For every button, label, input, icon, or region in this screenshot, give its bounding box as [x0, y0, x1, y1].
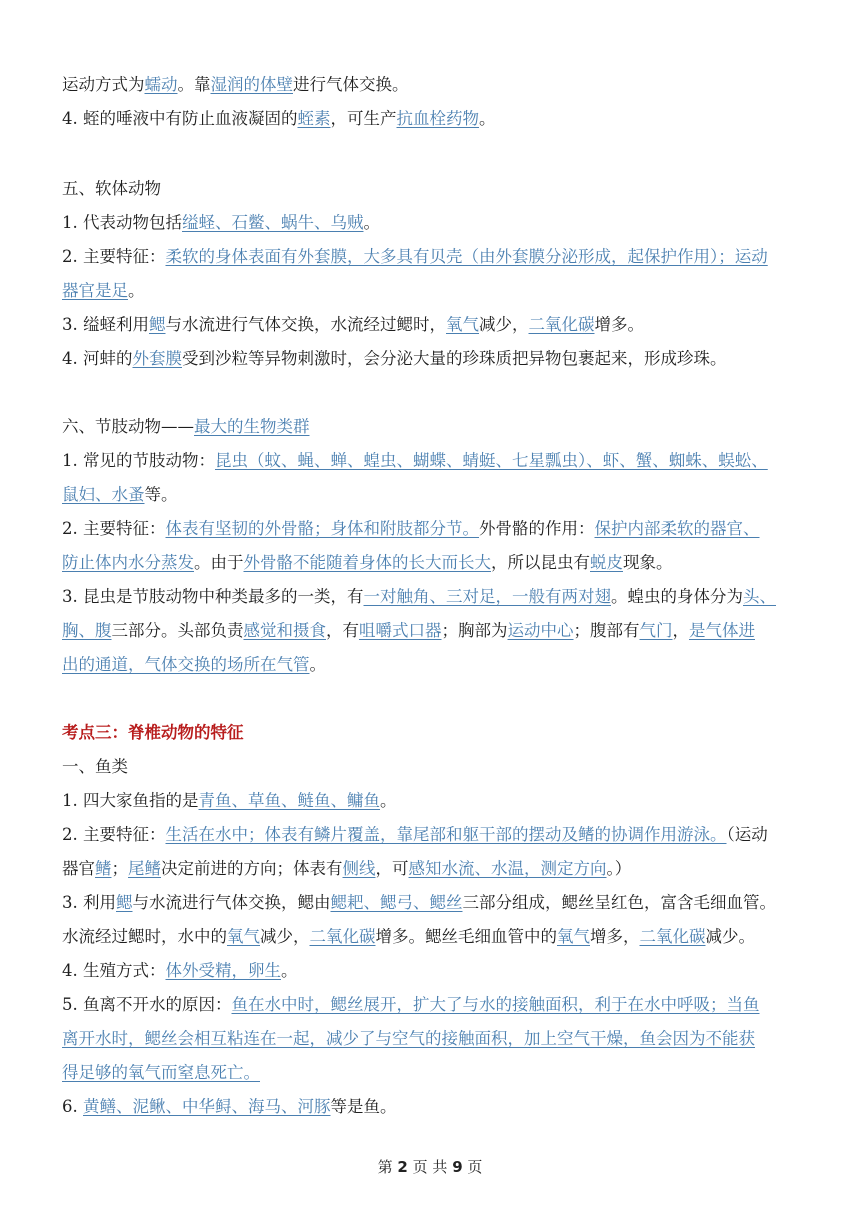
answer-text: 湿润的体壁 [210, 75, 293, 94]
body-text: 1. 代表动物包括 [62, 213, 182, 232]
body-text: 5. 鱼离不开水的原因： [62, 995, 232, 1014]
answer-text: 鱼在水中时，鳃丝展开，扩大了与水的接触面积，利于在水中呼吸；当鱼 [231, 995, 760, 1014]
body-text: 。 [363, 213, 380, 232]
body-text: 3. 昆虫是节肢动物中种类最多的一类，有 [62, 587, 364, 606]
footer-total-word: 共 [432, 1158, 448, 1176]
text-line [62, 620, 802, 642]
text-line [62, 552, 802, 574]
body-text: 水流经过鳃时，水中的 [62, 927, 227, 946]
answer-text: 气门 [639, 621, 673, 640]
body-text: 1. 常见的节肢动物： [62, 451, 215, 470]
text-line [62, 178, 802, 200]
body-text: 。 [479, 109, 496, 128]
text-line [62, 1062, 802, 1084]
text-line [62, 348, 802, 370]
body-text: 增多。 [594, 315, 644, 334]
text-line [62, 212, 802, 234]
body-text: 。） [606, 859, 632, 878]
body-text: 三部分组成，鳃丝呈红色，富含毛细血管。 [462, 893, 776, 912]
text-line [62, 654, 802, 676]
body-text: 6. [62, 1097, 83, 1116]
answer-text: 头、 [743, 587, 776, 606]
body-text: 。 [380, 791, 397, 810]
body-text: ；腹部有 [573, 621, 640, 640]
text-line [62, 450, 802, 472]
body-text: 。 [281, 961, 298, 980]
body-text: 。 [128, 281, 145, 300]
body-text: 与水流进行气体交换，鳃由 [132, 893, 331, 912]
answer-text: 生活在水中；体表有鳞片覆盖，靠尾部和躯干部的摆动及鳍的协调作用游泳。 [165, 825, 727, 844]
text-line [62, 858, 802, 880]
answer-text: 氧气 [557, 927, 590, 946]
answer-text: 柔软的身体表面有外套膜，大多具有贝壳（由外套膜分泌形成，起保护作用）；运动 [165, 247, 768, 266]
text-line [62, 108, 802, 130]
answer-text: 抗血栓药物 [396, 109, 479, 128]
text-line [62, 756, 802, 778]
body-text: 与水流进行气体交换，水流经过鳃时， [165, 315, 446, 334]
answer-text: 鼠妇、水蚤 [62, 485, 145, 504]
answer-text: 鳃 [149, 315, 166, 334]
body-text: 减少， [260, 927, 310, 946]
answer-text: 蠕动 [144, 75, 178, 94]
answer-text: 蜕皮 [590, 553, 623, 572]
body-text: ；胸部为 [441, 621, 508, 640]
text-line [62, 314, 802, 336]
answer-text: 胸、腹 [62, 621, 112, 640]
body-text: 增多。鳃丝毛细血管中的 [375, 927, 557, 946]
body-text: 器官 [62, 859, 95, 878]
answer-text: 外骨骼不能随着身体的长大而长大 [243, 553, 491, 572]
page-footer [0, 1156, 860, 1177]
body-text: 五、软体动物 [62, 179, 161, 198]
answer-text: 青鱼、草鱼、鲢鱼、鳙鱼 [198, 791, 380, 810]
answer-text: 侧线 [342, 859, 376, 878]
current-page-number: 2 [397, 1158, 408, 1176]
answer-text: 尾鳍 [128, 859, 161, 878]
answer-text: 得足够的氧气而窒息死亡。 [62, 1063, 260, 1082]
footer-page-word: 页 [412, 1158, 428, 1176]
body-text: 减少， [479, 315, 529, 334]
text-line [62, 926, 802, 948]
text-line [62, 892, 802, 914]
body-text: ； [111, 859, 128, 878]
body-text: 外骨骼的作用： [479, 519, 595, 538]
footer-prefix: 第 [377, 1158, 393, 1176]
body-text: 决定前进的方向；体表有 [161, 859, 343, 878]
answer-text: 二氧化碳 [528, 315, 595, 334]
text-line [62, 518, 802, 540]
body-text: 运动方式为 [62, 75, 145, 94]
answer-text: 离开水时，鳃丝会相互粘连在一起，减少了与空气的接触面积，加上空气干燥，鱼会因为不能获 [62, 1029, 755, 1048]
answer-text: 一对触角、三对足，一般有两对翅 [363, 587, 611, 606]
body-text: ，所以昆虫有 [491, 553, 590, 572]
body-text: 3. 利用 [62, 893, 116, 912]
text-line [62, 74, 802, 96]
body-text: 1. 四大家鱼指的是 [62, 791, 199, 810]
answer-text: 器官是足 [62, 281, 128, 300]
body-text: 增多， [590, 927, 640, 946]
footer-suffix: 页 [467, 1158, 483, 1176]
body-text: 等是鱼。 [330, 1097, 397, 1116]
body-text: 2. 主要特征： [62, 519, 166, 538]
answer-text: 防止体内水分蒸发 [62, 553, 194, 572]
text-line [62, 246, 802, 268]
body-text: ，有 [326, 621, 359, 640]
text-line [62, 1028, 802, 1050]
answer-text: 黄鳝、泥鳅、中华鲟、海马、河豚 [83, 1097, 331, 1116]
answer-text: 氧气 [446, 315, 479, 334]
text-line [62, 790, 802, 812]
body-text: 。 [309, 655, 326, 674]
answer-text: 运动中心 [507, 621, 574, 640]
answer-text: 咀嚼式口器 [359, 621, 442, 640]
answer-text: 保护内部柔软的器官、 [594, 519, 760, 538]
text-line [62, 960, 802, 982]
text-line [62, 824, 802, 846]
answer-text: 鳃耙、鳃弓、鳃丝 [330, 893, 463, 912]
body-text: 。蝗虫的身体分为 [611, 587, 743, 606]
body-text: ，可 [375, 859, 409, 878]
answer-text: 二氧化碳 [309, 927, 376, 946]
body-text: 。靠 [177, 75, 211, 94]
answer-text: 二氧化碳 [639, 927, 706, 946]
answer-text: 最大的生物类群 [194, 417, 310, 436]
answer-text: 体外受精，卵生 [165, 961, 281, 980]
body-text: 等。 [144, 485, 178, 504]
body-text: 六、节肢动物—— [62, 417, 194, 436]
body-text: 三部分。头部负责 [111, 621, 244, 640]
answer-text: 蛭素 [297, 109, 331, 128]
total-page-count: 9 [452, 1158, 463, 1176]
body-text: 进行气体交换。 [293, 75, 409, 94]
text-line [62, 586, 802, 608]
answer-text: 出的通道，气体交换的场所在气管 [62, 655, 310, 674]
body-text: 考点三：脊椎动物的特征 [62, 723, 244, 742]
answer-text: 鳃 [116, 893, 133, 912]
body-text: ， [672, 621, 689, 640]
answer-text: 体表有坚韧的外骨骼；身体和附肢都分节。 [165, 519, 479, 538]
body-text: 2. 主要特征： [62, 825, 166, 844]
text-line [62, 722, 802, 744]
answer-text: 外套膜 [132, 349, 182, 368]
body-text: 4. 生殖方式： [62, 961, 166, 980]
text-line [62, 416, 802, 438]
text-line [62, 484, 802, 506]
text-line [62, 280, 802, 302]
body-text: 4. 河蚌的 [62, 349, 133, 368]
text-line [62, 994, 802, 1016]
body-text: 受到沙粒等异物刺激时，会分泌大量的珍珠质把异物包裹起来，形成珍珠。 [182, 349, 727, 368]
body-text: 3. 缢蛏利用 [62, 315, 149, 334]
body-text: 4. 蛭的唾液中有防止血液凝固的 [62, 109, 298, 128]
body-text: 。由于 [194, 553, 244, 572]
body-text: 2. 主要特征： [62, 247, 166, 266]
body-text: （运动 [726, 825, 768, 844]
text-line [62, 1096, 802, 1118]
answer-text: 缢蛏、石鳖、蜗牛、乌贼 [182, 213, 364, 232]
answer-text: 鳍 [95, 859, 112, 878]
answer-text: 氧气 [227, 927, 260, 946]
body-text: ，可生产 [330, 109, 397, 128]
body-text: 减少。 [705, 927, 755, 946]
answer-text: 昆虫（蚊、蝇、蝉、蝗虫、蝴蝶、蜻蜓、七星瓢虫）、虾、蟹、蜘蛛、蜈蚣、 [215, 451, 768, 470]
answer-text: 是气体进 [689, 621, 755, 640]
answer-text: 感觉和摄食 [243, 621, 326, 640]
answer-text: 感知水流、水温，测定方向 [408, 859, 607, 878]
body-text: 一、鱼类 [62, 757, 128, 776]
body-text: 现象。 [623, 553, 673, 572]
